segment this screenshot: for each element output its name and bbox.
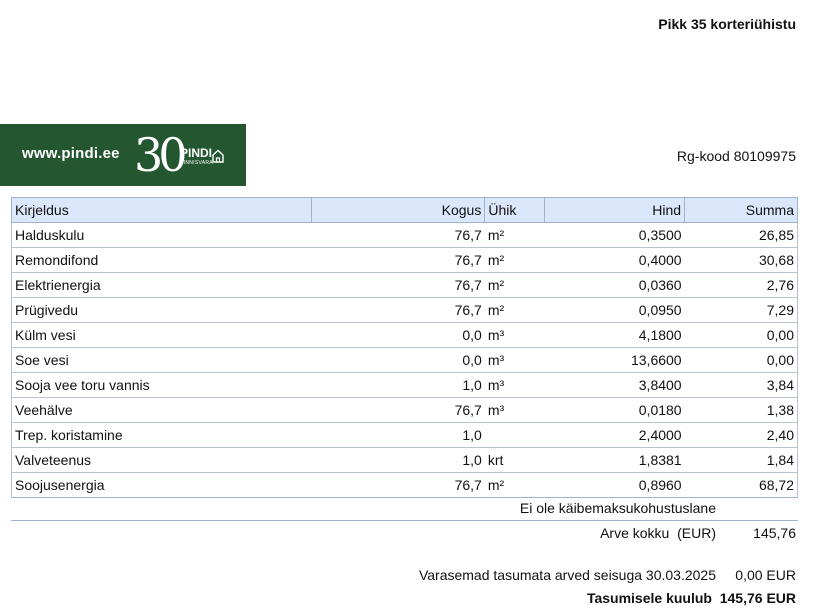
- cell-uhik: m³: [485, 323, 545, 348]
- cell-uhik: m²: [485, 473, 545, 498]
- association-name: Pikk 35 korteriühistu: [658, 16, 796, 32]
- cell-uhik: [485, 423, 545, 448]
- house-icon: [212, 149, 224, 163]
- cell-summa: 2,40: [685, 423, 798, 448]
- cell-hind: 0,0360: [545, 273, 685, 298]
- table-row: [12, 348, 798, 373]
- cell-kirjeldus: Remondifond: [12, 248, 312, 273]
- cell-summa: 68,72: [685, 473, 798, 498]
- cell-kirjeldus: Soe vesi: [12, 348, 312, 373]
- cell-kirjeldus: Veehälve: [12, 398, 312, 423]
- amount-due: Tasumisele kuulub 145,76 EUR: [586, 590, 796, 606]
- vat-note: Ei ole käibemaksukohustuslane: [519, 500, 716, 516]
- table-row: [12, 223, 798, 248]
- cell-uhik: krt: [485, 448, 545, 473]
- cell-kogus: 0,0: [311, 323, 485, 348]
- cell-summa: 26,85: [685, 223, 798, 248]
- cell-hind: 1,8381: [545, 448, 685, 473]
- website-url: www.pindi.ee: [22, 145, 120, 162]
- cell-hind: 0,4000: [545, 248, 685, 273]
- cell-summa: 1,38: [685, 398, 798, 423]
- cell-kogus: 1,0: [311, 448, 485, 473]
- pindi-logo-subtext: KINNISVARA: [180, 160, 213, 166]
- table-header-row: [12, 198, 798, 223]
- cell-summa: 30,68: [685, 248, 798, 273]
- total-label: Arve kokku (EUR): [600, 525, 716, 541]
- cell-hind: 3,8400: [545, 373, 685, 398]
- cell-summa: 0,00: [685, 348, 798, 373]
- cell-hind: 0,0180: [545, 398, 685, 423]
- cell-hind: 0,8960: [545, 473, 685, 498]
- cell-hind: 2,4000: [545, 423, 685, 448]
- column-header-hind: Hind: [545, 198, 685, 223]
- pindi-banner: [0, 124, 246, 186]
- cell-kirjeldus: Valveteenus: [12, 448, 312, 473]
- cell-uhik: m³: [485, 373, 545, 398]
- cell-summa: 1,84: [685, 448, 798, 473]
- cell-kogus: 1,0: [311, 373, 485, 398]
- table-row: [12, 398, 798, 423]
- cell-uhik: m²: [485, 223, 545, 248]
- anniversary-30-logo: 30: [134, 128, 183, 182]
- cell-summa: 0,00: [685, 323, 798, 348]
- cell-kogus: 0,0: [311, 348, 485, 373]
- cell-uhik: m³: [485, 398, 545, 423]
- cell-summa: 7,29: [685, 298, 798, 323]
- cell-kirjeldus: Külm vesi: [12, 323, 312, 348]
- registry-code: Rg-kood 80109975: [676, 148, 796, 164]
- previous-unpaid-value: 0,00 EUR: [735, 567, 796, 583]
- cell-uhik: m²: [485, 273, 545, 298]
- table-row: [12, 298, 798, 323]
- cell-uhik: m²: [485, 298, 545, 323]
- pindi-logo-text: PINDI: [180, 146, 213, 160]
- cell-kogus: 76,7: [311, 398, 485, 423]
- cell-hind: 0,3500: [545, 223, 685, 248]
- column-header-summa: Summa: [685, 198, 798, 223]
- column-header-kogus: Kogus: [311, 198, 485, 223]
- cell-kirjeldus: Halduskulu: [12, 223, 312, 248]
- cell-kogus: 76,7: [311, 473, 485, 498]
- previous-unpaid-label: Varasemad tasumata arved seisuga 30.03.2025: [418, 567, 716, 583]
- table-row: [12, 323, 798, 348]
- cell-kirjeldus: Prügivedu: [12, 298, 312, 323]
- cell-uhik: m³: [485, 348, 545, 373]
- invoice-items-table: [11, 197, 798, 498]
- cell-summa: 3,84: [685, 373, 798, 398]
- column-header-uhik: Ühik: [485, 198, 545, 223]
- cell-kogus: 76,7: [311, 223, 485, 248]
- column-header-kirjeldus: Kirjeldus: [12, 198, 312, 223]
- table-row: [12, 473, 798, 498]
- cell-kirjeldus: Sooja vee toru vannis: [12, 373, 312, 398]
- cell-kirjeldus: Elektrienergia: [12, 273, 312, 298]
- table-row: [12, 273, 798, 298]
- cell-summa: 2,76: [685, 273, 798, 298]
- cell-kogus: 76,7: [311, 248, 485, 273]
- cell-kirjeldus: Soojusenergia: [12, 473, 312, 498]
- cell-uhik: m²: [485, 248, 545, 273]
- table-row: [12, 248, 798, 273]
- cell-kogus: 76,7: [311, 298, 485, 323]
- table-row: [12, 423, 798, 448]
- cell-kirjeldus: Trep. koristamine: [12, 423, 312, 448]
- cell-kogus: 76,7: [311, 273, 485, 298]
- total-value: 145,76: [753, 525, 796, 541]
- cell-kogus: 1,0: [311, 423, 485, 448]
- table-row: [12, 373, 798, 398]
- divider: [11, 520, 798, 521]
- cell-hind: 4,1800: [545, 323, 685, 348]
- table-row: [12, 448, 798, 473]
- cell-hind: 0,0950: [545, 298, 685, 323]
- cell-hind: 13,6600: [545, 348, 685, 373]
